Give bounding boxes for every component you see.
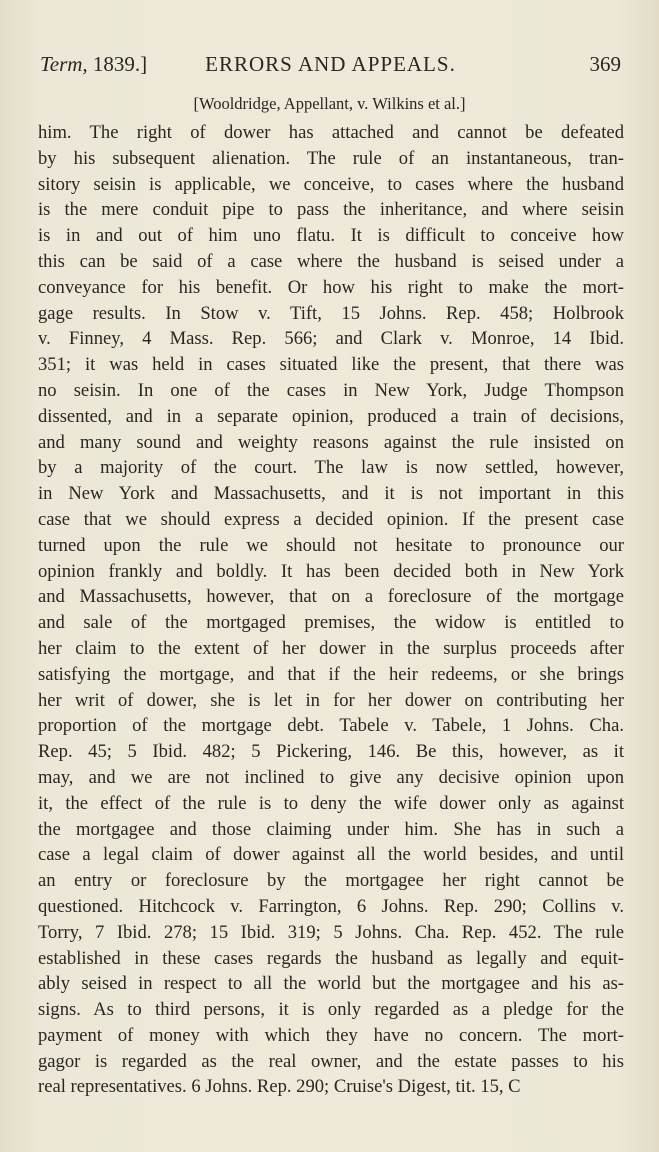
text-line: this can be said of a case where the husband is seised under a [38,250,624,272]
text-line: proportion of the mortgage debt. Tabele v. Tabele, 1 Johns. Cha. [38,715,624,737]
text-line: an entry or foreclosure by the mortgagee her right cannot be [38,870,624,892]
text-line: it, the effect of the rule is to deny the wife dower only as against [38,792,624,814]
text-line: and many sound and weighty reasons against the rule insisted on [38,431,624,453]
text-line: is in and out of him uno flatu. It is difficult to conceive how [38,225,624,247]
text-line: the mortgagee and those claiming under him. She has in such a [38,818,624,840]
text-line: opinion frankly and boldly. It has been decided both in New York [38,560,624,582]
text-line: established in these cases regards the husband as legally and equit- [38,947,624,969]
text-line: in New York and Massachusetts, and it is not important in this [38,483,624,505]
text-line: and sale of the mortgaged premises, the widow is entitled to [38,612,624,634]
text-line: satisfying the mortgage, and that if the heir redeems, or she brings [38,663,624,685]
text-line: no seisin. In one of the cases in New York, Judge Thompson [38,379,624,401]
running-head: [Wooldridge, Appellant, v. Wilkins et al.] [193,94,466,113]
text-line: signs. As to third persons, it is only regarded as a pledge for the [38,999,624,1021]
text-line: gagor is regarded as the real owner, and the estate passes to his [38,1050,624,1072]
text-line: and Massachusetts, however, that on a foreclosure of the mortgage [38,586,624,608]
text-line: case that we should express a decided opinion. If the present case [38,508,624,530]
text-line: gage results. In Stow v. Tift, 15 Johns. Rep. 458; Holbrook [38,302,624,324]
text-line: her writ of dower, she is let in for her dower on contributing her [38,689,624,711]
text-line: him. The right of dower has attached and cannot be defeated [38,122,624,143]
page-number: 369 [589,52,621,76]
text-line: ably seised in respect to all the world but the mortgagee and his as- [38,973,624,995]
text-line: questioned. Hitchcock v. Farrington, 6 Johns. Rep. 290; Collins v. [38,895,624,917]
text-line: payment of money with which they have no concern. The mort- [38,1024,624,1046]
term-year: 1839.] [87,52,148,76]
text-line: dissented, and in a separate opinion, produced a train of decisions, [38,405,624,427]
page-header [40,52,621,82]
text-line: her claim to the extent of her dower in the surplus proceeds after [38,637,624,659]
text-line: by his subsequent alienation. The rule of an instantaneous, tran- [38,147,624,169]
page-title: ERRORS AND APPEALS. [205,52,456,76]
text-line: is the mere conduit pipe to pass the inheritance, and where seisin [38,199,624,221]
text-line: sitory seisin is applicable, we conceive, to cases where the husband [38,173,624,195]
text-line: 351; it was held in cases situated like the present, that there was [38,354,624,376]
text-line: Torry, 7 Ibid. 278; 15 Ibid. 319; 5 Johns. Cha. Rep. 452. The rule [38,921,624,943]
text-line: v. Finney, 4 Mass. Rep. 566; and Clark v. Monroe, 14 Ibid. [38,328,624,350]
text-line: by a majority of the court. The law is now settled, however, [38,457,624,479]
text-line: conveyance for his benefit. Or how his right to make the mort- [38,276,624,298]
text-line: real representatives. 6 Johns. Rep. 290; Cruise's Digest, tit. 15, C [38,1076,521,1098]
text-line: Rep. 45; 5 Ibid. 482; 5 Pickering, 146. Be this, however, as it [38,741,624,763]
term-word: Term, [40,52,88,76]
text-line: case a legal claim of dower against all the world besides, and until [38,844,624,866]
text-line: may, and we are not inclined to give any decisive opinion upon [38,766,624,788]
text-line: turned upon the rule we should not hesitate to pronounce our [38,534,624,556]
body-text [38,120,624,1100]
